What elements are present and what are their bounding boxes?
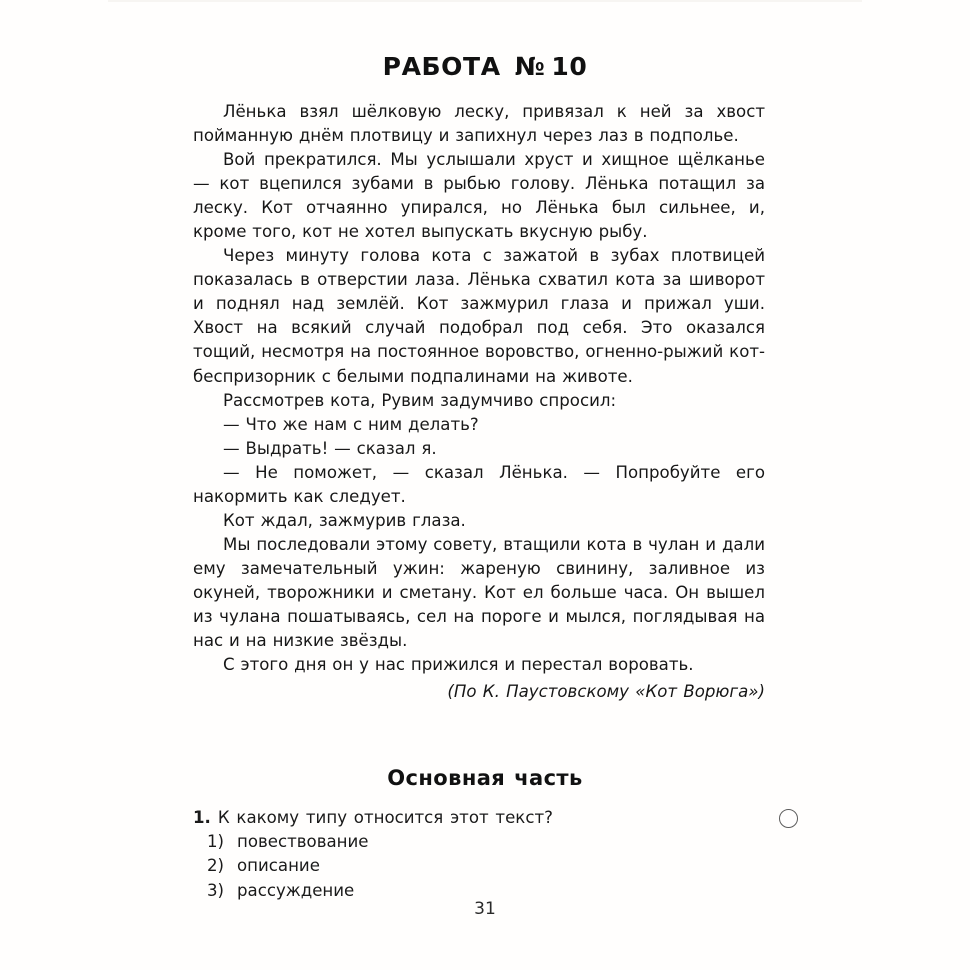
passage-attribution: (По К. Паустовскому «Кот Ворюга») (447, 682, 765, 702)
answer-option[interactable] (193, 854, 793, 878)
passage-paragraph: Лёнька взял шёлковую леску, привязал к ней за хвост пойманную днём плотвицу и запихнул через лаз в подполье. (193, 102, 765, 146)
page-number: 31 (474, 899, 496, 919)
reading-passage (193, 100, 765, 704)
answer-option-label: описание (237, 856, 320, 876)
questions-list (193, 806, 793, 903)
answer-option-label: повествование (237, 832, 369, 852)
answer-option-marker: 2) (207, 856, 225, 876)
passage-paragraph: Через минуту голова кота с зажатой в зубах плотвицей показалась в отверстии лаза. Лёнька схватил кота за шиворот и поднял над землёй. Кот зажмурил глаза и прижал уши. Хвост на всякий случай подобрал под себя. Это оказался тощий, несмотря на постоянное воровство, огненно-рыжий кот-беспризорник с белыми подпалинами на животе. (193, 246, 765, 386)
page-title (0, 52, 970, 81)
passage-paragraph: Вой прекратился. Мы услышали хруст и хищное щёлканье — кот вцепился зубами в рыбью голову. Лёнька потащил за леску. Кот отчаянно упирался, но Лёнька был сильнее, и, кроме того, кот не хотел выпускать вкусную рыбу. (193, 150, 765, 242)
answer-option[interactable] (193, 830, 793, 854)
question-text: К какому типу относится этот текст? (217, 808, 553, 827)
dialogue-line: — Выдрать! — сказал я. (223, 438, 437, 458)
passage-paragraph: С этого дня он у нас прижился и перестал воровать. (223, 655, 694, 675)
section-heading-word-main: Основная (387, 766, 506, 790)
work-title-label: РАБОТА (382, 52, 501, 81)
dialogue-line: — Что же нам с ним делать? (223, 414, 479, 434)
answer-option-label: рассуждение (237, 880, 355, 900)
answer-option-marker: 1) (207, 832, 225, 852)
section-heading (0, 766, 970, 790)
empty-circle-icon[interactable] (779, 809, 798, 828)
scan-edge-artifact (108, 0, 862, 2)
number-sign: № (514, 52, 546, 81)
question-number: 1. (193, 808, 211, 827)
question-prompt (193, 806, 793, 830)
answer-option-marker: 3) (207, 880, 225, 900)
work-number: 10 (551, 52, 588, 81)
dialogue-line: — Не поможет, — сказал Лёнька. — Попробуйте его накормить как следует. (193, 462, 765, 506)
passage-paragraph: Рассмотрев кота, Рувим задумчиво спросил: (223, 390, 617, 410)
section-heading-word-part: часть (514, 766, 583, 790)
question-item-1 (193, 806, 793, 903)
passage-paragraph: Кот ждал, зажмурив глаза. (223, 510, 466, 530)
passage-paragraph: Мы последовали этому совету, втащили кота в чулан и дали ему замечательный ужин: жареную свинину, заливное из окуней, творожники и сметану. Кот ел больше часа. Он вышел из чулана пошатываясь, сел на пороге и мылся, поглядывая на нас и на низкие звёзды. (193, 534, 765, 651)
